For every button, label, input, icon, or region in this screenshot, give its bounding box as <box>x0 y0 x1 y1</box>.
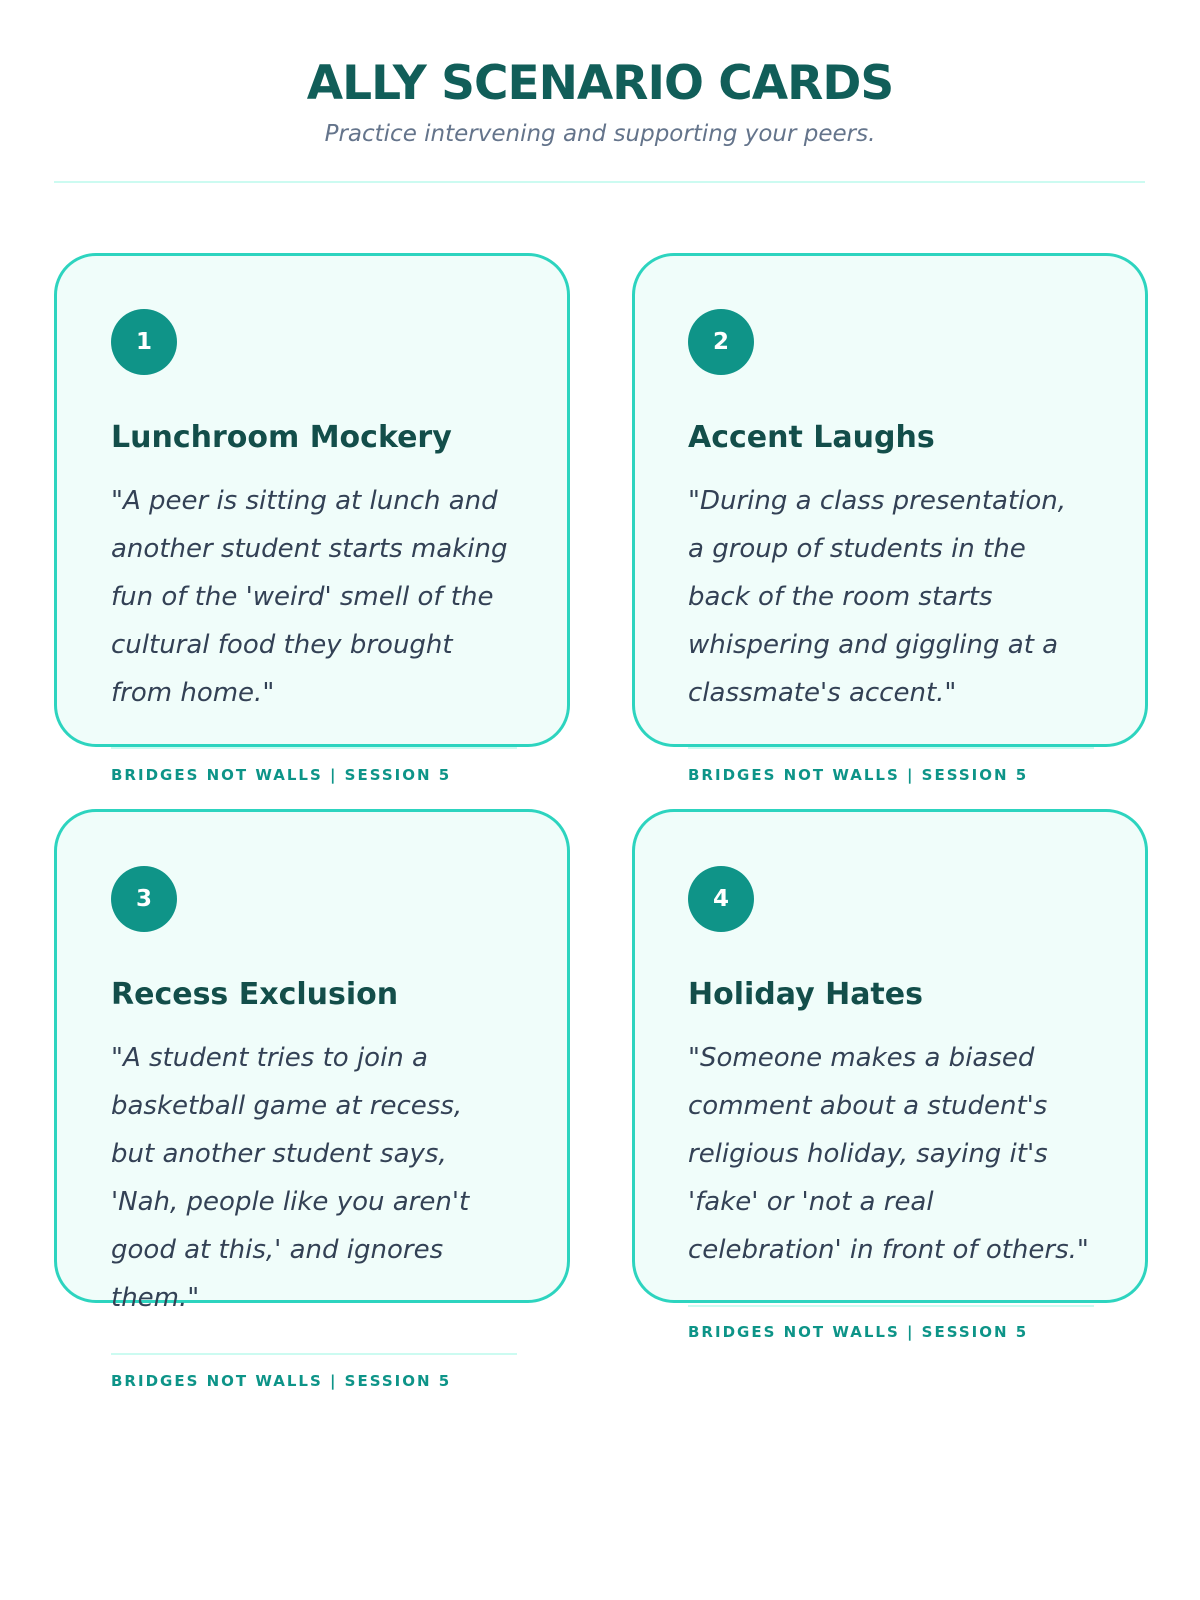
card-title: Holiday Hates <box>688 977 923 1012</box>
card-text-line: another student starts making <box>111 534 508 564</box>
card-number-badge: 4 <box>688 866 754 932</box>
card-text-line: basketball game at recess, <box>111 1091 463 1121</box>
card-text-line: religious holiday, saying it's <box>688 1139 1048 1169</box>
card-footer: BRIDGES NOT WALLS | SESSION 5 <box>111 766 452 784</box>
card-text-line: classmate's accent." <box>688 678 957 708</box>
card-scenario-text <box>688 477 1108 717</box>
card-text-line: 'fake' or 'not a real <box>688 1187 934 1217</box>
card-text-line: "Someone makes a biased <box>688 1043 1035 1073</box>
card-footer: BRIDGES NOT WALLS | SESSION 5 <box>111 1372 452 1390</box>
card-text-line: "During a class presentation, <box>688 486 1067 516</box>
card-title: Accent Laughs <box>688 420 935 455</box>
card-scenario-text <box>688 1034 1108 1274</box>
page-subtitle: Practice intervening and supporting your peers. <box>324 121 876 147</box>
card-text-line: celebration' in front of others." <box>688 1235 1089 1265</box>
card-title: Lunchroom Mockery <box>111 420 452 455</box>
card-text-line: whispering and giggling at a <box>688 630 1059 660</box>
header-divider <box>54 181 1145 183</box>
card-text-line: 'Nah, people like you aren't <box>111 1187 470 1217</box>
card-scenario-text <box>111 477 531 717</box>
card-text-line: comment about a student's <box>688 1091 1048 1121</box>
card-footer: BRIDGES NOT WALLS | SESSION 5 <box>688 766 1029 784</box>
card-footer-divider <box>688 1305 1094 1307</box>
card-number-badge: 3 <box>111 866 177 932</box>
card-text-line: but another student says, <box>111 1139 447 1169</box>
card-text-line: fun of the 'weird' smell of the <box>111 582 494 612</box>
card-text-line: "A peer is sitting at lunch and <box>111 486 498 516</box>
card-text-line: "A student tries to join a <box>111 1043 428 1073</box>
card-text-line: a group of students in the <box>688 534 1026 564</box>
card-text-line: good at this,' and ignores <box>111 1235 444 1265</box>
card-footer-divider <box>111 1353 517 1355</box>
card-text-line: cultural food they brought <box>111 630 453 660</box>
page-title: ALLY SCENARIO CARDS <box>306 56 894 111</box>
card-footer-divider <box>688 747 1094 749</box>
card-text-line: them." <box>111 1283 200 1313</box>
card-text-line: from home." <box>111 678 275 708</box>
card-number-badge: 2 <box>688 309 754 375</box>
card-footer: BRIDGES NOT WALLS | SESSION 5 <box>688 1323 1029 1341</box>
card-scenario-text <box>111 1034 531 1322</box>
card-number-badge: 1 <box>111 309 177 375</box>
card-text-line: back of the room starts <box>688 582 993 612</box>
card-footer-divider <box>111 747 517 749</box>
card-title: Recess Exclusion <box>111 977 399 1012</box>
